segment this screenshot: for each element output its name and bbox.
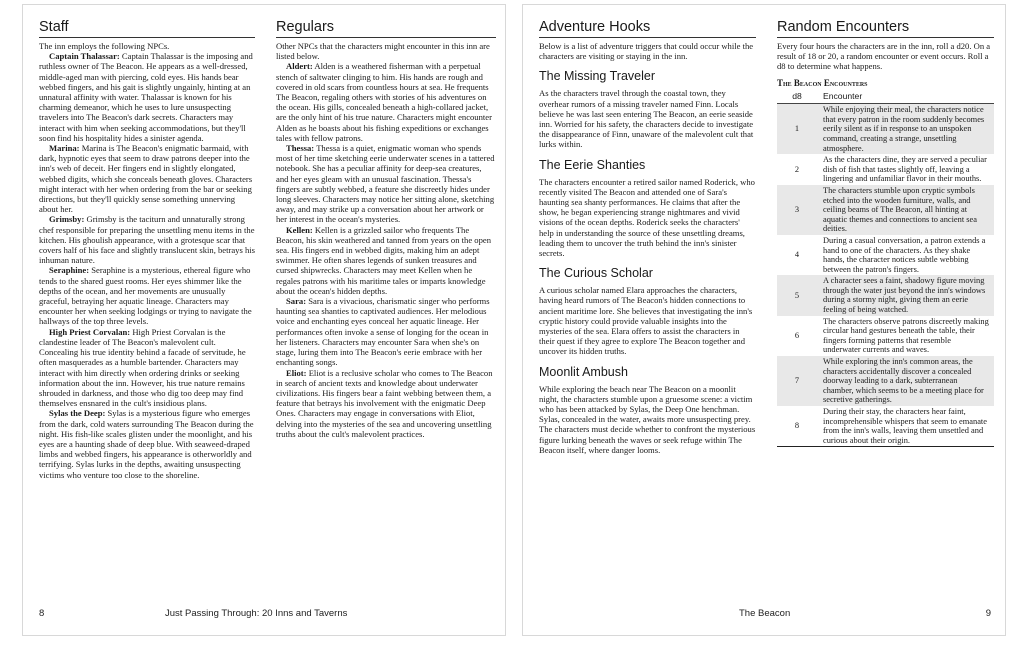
npc-name: Captain Thalassar: [49, 51, 120, 62]
npc-entry [39, 51, 255, 143]
npc-entry [39, 143, 255, 214]
regulars-intro: Other NPCs that the characters might encounter in this inn are listed below. [276, 41, 490, 62]
staff-list [39, 51, 255, 480]
hook-text: As the characters travel through the coastal town, they overhear rumors of a missing traveler named Finn. Locals believe he was last seen entering The Beacon, an eerie seaside inn. Worried for his safety, the characters decide to investigate the disappearance of Finn, unaware of the malevolent cult that lurks within. [539, 88, 754, 150]
encounter-text: While enjoying their meal, the characters notice that every patron in the room suddenly becomes eerily silent as if in response to an unspoken command, creating a strange, unsettling atmosphere. [817, 104, 994, 154]
random-encounters-heading: Random Encounters [777, 19, 994, 38]
right-page [522, 4, 1006, 636]
npc-name: Seraphine: [49, 265, 90, 276]
npc-description: Sylas is a mysterious figure who emerges from the dark, cold waters surrounding The Beacon during the night. His fish-like scales glisten under the moonlight, and his eyes are a haunting shade of deep blue. With seaweed-draped limbs and webbed fingers, his appearance is otherworldly and terrifying. Sylas lurks in the depths, awaiting unsuspecting victims who venture too close to the shoreline. [39, 408, 254, 480]
npc-description: Grimsby is the taciturn and unnaturally strong chef responsible for preparing the unsettling menu items in the kitchen. His ghoulish appearance, with a grotesque scar that covers half of his face and slightly translucent skin, betrays his inhuman nature. [39, 214, 255, 266]
regulars-heading: Regulars [276, 19, 496, 38]
left-running-footer: Just Passing Through: 20 Inns and Taverns [165, 608, 348, 619]
table-row [777, 316, 994, 356]
table-row [777, 154, 994, 185]
npc-description: High Priest Corvalan is the clandestine leader of The Beacon's malevolent cult. Concealing his true identity behind a facade of servitude, he often masquerades as a humble bartender. Characters may interact with him directly when ordering drinks or seeking information about the inn. However, his true nature remains shrouded in darkness, and those who dig too deep may find themselves ensnared in the cult's insidious plans. [39, 326, 246, 409]
table-row [777, 275, 994, 315]
encounter-text: The characters stumble upon cryptic symbols etched into the wooden furniture, walls, and ceiling beams of The Beacon, all hinting at aquatic themes and connections to ancient sea deities. [817, 185, 994, 235]
npc-name: High Priest Corvalan: [49, 326, 131, 337]
table-row [777, 185, 994, 235]
roll-value: 4 [794, 250, 800, 260]
encounter-text: The characters observe patrons discreetly making circular hand gestures beneath the table, their fingers forming patterns that resemble underwater currents and waves. [823, 316, 989, 355]
roll-value: 7 [777, 356, 817, 406]
table-row [777, 104, 994, 154]
right-running-footer: The Beacon [739, 608, 791, 619]
npc-entry [39, 408, 255, 479]
npc-name: Aldert: [286, 61, 313, 72]
table-row [777, 406, 994, 447]
encounter-text: During a casual conversation, a patron extends a hand to one of the characters. As they shake hands, the character notices subtle webbing between the patron's fingers. [823, 235, 986, 274]
npc-description: Eliot is a reclusive scholar who comes to The Beacon in search of ancient texts and knowledge about underwater civilizations. His fingers bear a faint webbing between them, a feature that betrays his involvement with the enigmatic Deep Ones. Characters may engage in conversations with Eliot, delving into the mysteries of the sea and uncovering unsettling truths about the cult's malevolent practices. [276, 367, 493, 439]
staff-column [39, 19, 255, 480]
hook-text: While exploring the beach near The Beacon on a moonlit night, the characters stumble upon a gruesome scene: a victim who has been attacked by Sylas, the Deep One henchman. Sylas, concealed in the water, awaits more unsuspecting prey. The characters must decide whether to confront the mysterious figure lurking beneath the waves or seek refuge within The Beacon itself, where danger looms. [539, 383, 756, 455]
encounter-table-body [777, 104, 994, 447]
roll-value: 2 [794, 164, 800, 174]
encounter-text: A character sees a faint, shadowy figure moving through the water just beyond the inn's windows during a stormy night, giving them an eerie feeling of being watched. [817, 275, 994, 315]
npc-name: Thessa: [286, 143, 315, 154]
hook-title: The Missing Traveler [539, 69, 656, 84]
npc-name: Marina: [49, 143, 80, 154]
staff-heading: Staff [39, 19, 255, 38]
regulars-column [276, 19, 496, 439]
left-page [22, 4, 506, 636]
encounter-text: As the characters dine, they are served a peculiar dish of fish that tastes slightly off, leaving a lingering and unfamiliar flavor in their mouths. [823, 155, 987, 184]
npc-entry [276, 225, 496, 296]
encounter-text: During their stay, the characters hear faint, incomprehensible whispers that seem to emanate from the inn's walls, leaving them unsettled and curious about their origin. [823, 407, 987, 445]
npc-name: Sara: [286, 296, 307, 307]
npc-description: Captain Thalassar is the imposing and ruthless owner of The Beacon. He appears as a well-dressed, middle-aged man with piercing, cold eyes. His hands bear webbed fingers, and his gait is slightly ungainly, hinting at an unnatural affinity with water. Thalassar is known for his charming demeanor, which he uses to lure unsuspecting travelers into The Beacon's dark secrets. Characters may interact with him when seeking accommodations, but they'll soon find his hospitality hides a sinister agenda. [39, 51, 253, 143]
encounter-header: Encounter [817, 90, 994, 104]
roll-value: 8 [794, 421, 800, 431]
encounter-table-title: The Beacon Encounters [777, 77, 868, 88]
table-row [777, 235, 994, 275]
hook-title: The Eerie Shanties [539, 157, 646, 172]
npc-entry [276, 368, 496, 439]
roll-value: 5 [777, 275, 817, 315]
d8-header: d8 [777, 90, 817, 104]
random-encounters-intro: Every four hours the characters are in the inn, roll a d20. On a result of 18 or 20, a random encounter or event occurs. Roll a d8 to determine what happens. [777, 41, 991, 72]
hook-title: Moonlit Ambush [539, 364, 628, 379]
encounter-table-header [777, 90, 994, 104]
right-page-number: 9 [985, 608, 991, 619]
adventure-hooks-column [539, 19, 756, 455]
npc-name: Eliot: [286, 367, 307, 378]
regulars-list [276, 61, 496, 439]
npc-name: Grimsby: [49, 214, 85, 225]
npc-description: Seraphine is a mysterious, ethereal figure who tends to the shared guest rooms. Her eyes shimmer like the depths of the ocean, and her movements are unusually graceful, betraying her aquatic lineage. Characters may encounter her when seeking lodgings or trying to navigate the hallways of the top three levels. [39, 265, 252, 327]
staff-intro: The inn employs the following NPCs. [39, 41, 170, 51]
npc-entry [39, 214, 255, 265]
hooks-list [539, 69, 756, 455]
hook-text: The characters encounter a retired sailor named Roderick, who recently visited The Beacon and attended one of Sara's haunting sea shanty performances. He claims that after the show, he began experiencing strange nightmares and vivid visions of the ocean depths. Roderick seeks the characters' help in understanding the source of these unsettling dreams, leading them to uncover the truth behind the inn's sinister secrets. [539, 176, 755, 259]
hook-title: The Curious Scholar [539, 266, 653, 281]
left-page-number: 8 [39, 608, 45, 619]
npc-description: Kellen is a grizzled sailor who frequents The Beacon, his skin weathered and tanned from years on the open sea. His fingers end in webbed digits, making him an adept swimmer. He often shares legends of sunken treasures and cursed shipwrecks. Characters may meet Kellen when he regales patrons with his maritime tales or imparts knowledge about the ocean's hidden depths. [276, 224, 492, 296]
roll-value: 3 [777, 185, 817, 235]
random-encounters-column [777, 19, 994, 447]
npc-entry [276, 61, 496, 143]
npc-description: Sara is a vivacious, charismatic singer who performs haunting sea shanties to captivated audiences. Her melodious voice and enchanting eyes conceal her aquatic lineage. Her performances often invoke a sense of longing for the ocean in her listeners. Characters may encounter Sara when she's on stage, luring them into The Beacon's eerie embrace with her enchanting songs. [276, 296, 490, 368]
roll-value: 6 [794, 331, 800, 341]
npc-entry [39, 265, 255, 326]
npc-description: Alden is a weathered fisherman with a perpetual stench of saltwater clinging to him. His hands are rough and covered in old scars from countless hours at sea. He frequents The Beacon, regaling others with stories of his adventures on the ocean. His gills, concealed beneath a high-collared jacket, are the only hint of his true nature. Characters might encounter Alden as he boasts about his fishing expeditions or exchanges tales with fellow patrons. [276, 61, 492, 143]
table-row [777, 356, 994, 406]
npc-name: Sylas the Deep: [49, 408, 106, 419]
npc-entry [276, 143, 496, 225]
roll-value: 1 [777, 104, 817, 154]
encounter-table [777, 90, 994, 448]
adventure-hooks-heading: Adventure Hooks [539, 19, 756, 38]
npc-name: Kellen: [286, 224, 313, 235]
npc-description: Thessa is a quiet, enigmatic woman who spends most of her time sketching eerie underwater scenes in a tattered notebook. She has a peculiar affinity for deep-sea creatures, and her eyes gleam with an unusual fascination. Thessa's fingers are subtly webbed, a feature she discreetly hides under long sleeves. Characters may notice her sitting alone, sketching away, and may strike up a conversation about her artwork or her interest in the ocean's mysteries. [276, 143, 495, 225]
npc-entry [276, 296, 496, 367]
adventure-hooks-intro: Below is a list of adventure triggers that could occur while the characters are visiting or staying in the inn. [539, 41, 754, 62]
npc-entry [39, 327, 255, 409]
encounter-text: While exploring the inn's common areas, the characters accidentally discover a concealed doorway leading to a dark, subterranean chamber, which seems to be a meeting place for secretive gatherings. [817, 356, 994, 406]
hook-text: A curious scholar named Elara approaches the characters, having heard rumors of The Beacon's hidden connections to ancient maritime lore. She believes that investigating the inn's cryptic history could provide valuable insights into the mysteries of the sea. Elara offers to assist the characters in their quest if they agree to explore The Beacon together and uncover its hidden truths. [539, 285, 753, 357]
npc-description: Marina is The Beacon's enigmatic barmaid, with dark, hypnotic eyes that seem to draw patrons deeper into the inn's web of deceit. Her fingers end in slightly elongated, webbed digits, which she conceals beneath gloves. Characters might interact with her when ordering from the bar or seeking directions, but they'll quickly sense something unnerving about her. [39, 143, 253, 215]
